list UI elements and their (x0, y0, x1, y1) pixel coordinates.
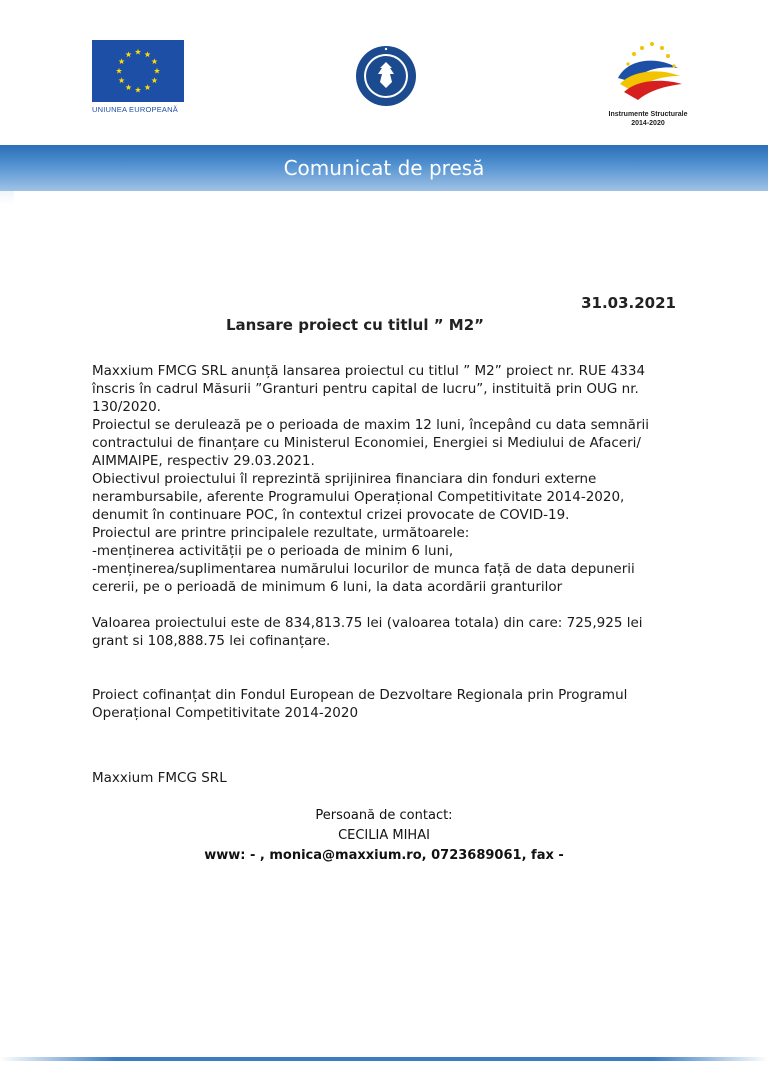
eu-star-icon (135, 49, 141, 55)
is-caption-line2: 2014-2020 (631, 120, 665, 127)
eu-star-icon (154, 68, 160, 74)
eu-star-icon (116, 68, 122, 74)
eu-star-icon (151, 58, 157, 64)
structural-instruments-logo (598, 38, 698, 128)
eu-star-icon (125, 51, 131, 57)
eu-star-icon (125, 84, 131, 90)
contact-name: CECILIA MIHAI (338, 828, 430, 843)
paragraph: Proiectul se derulează pe o perioada de maxim 12 luni, începând cu data semnării contractului de finanțare cu Ministerul Economiei, Energiei si Mediului de Afaceri/ AIMMAIPE, respectiv 29.03.2021. (92, 417, 650, 469)
header-logos (0, 0, 768, 140)
contact-label: Persoană de contact: (315, 808, 453, 823)
eu-star-icon (144, 84, 150, 90)
cofinancing-paragraph: Proiect cofinanțat din Fondul European de Dezvoltare Regionala prin Programul Operațional Competitivitate 2014-2020 (92, 687, 628, 721)
romanian-government-seal-icon (354, 44, 418, 108)
banner-title: Comunicat de presă (283, 156, 485, 180)
press-release-banner (0, 145, 768, 191)
is-caption-line1: Instrumente Structurale (608, 111, 688, 118)
eu-caption: UNIUNEA EUROPEANĂ (92, 105, 178, 114)
eu-star-icon (119, 58, 125, 64)
document-body (92, 362, 682, 722)
eu-star-icon (135, 87, 141, 93)
structural-instruments-logo-icon (598, 38, 698, 108)
document-title: Lansare proiect cu titlul ” M2” (226, 316, 485, 334)
paragraph: -menținerea activității pe o perioada de minim 6 luni, (92, 543, 454, 559)
contact-details: www: - , monica@maxxium.ro, 0723689061, fax - (204, 848, 564, 863)
eu-star-icon (151, 77, 157, 83)
paragraph: Maxxium FMCG SRL anunță lansarea proiectul cu titlul ” M2” proiect nr. RUE 4334 înscris în cadrul Măsurii ”Granturi pentru capital de lucru”, instituită prin OUG nr. 130/2020. (92, 363, 646, 415)
company-signature: Maxxium FMCG SRL (92, 770, 227, 786)
eu-logo (92, 40, 185, 115)
eu-star-icon (144, 51, 150, 57)
document-date: 31.03.2021 (581, 294, 676, 312)
project-value-paragraph: Valoarea proiectului este de 834,813.75 lei (valoarea totala) din care: 725,925 lei grant si 108,888.75 lei cofinanțare. (92, 615, 643, 649)
footer-line (0, 1057, 768, 1061)
paragraph: Proiectul are printre principalele rezultate, următoarele: (92, 525, 470, 541)
paragraph: -menținerea/suplimentarea numărului locurilor de munca față de data depunerii cererii, pe o perioadă de minimum 6 luni, la data acordării granturilor (92, 561, 635, 595)
eu-flag-icon (92, 40, 184, 102)
eu-star-icon (119, 77, 125, 83)
paragraph: Obiectivul proiectului îl reprezintă sprijinirea financiara din fonduri externe nerambursabile, aferente Programului Operațional Competitivitate 2014-2020, denumit în continuare POC, în contextul crizei provocate de COVID-19. (92, 471, 625, 523)
contact-block (0, 806, 768, 866)
